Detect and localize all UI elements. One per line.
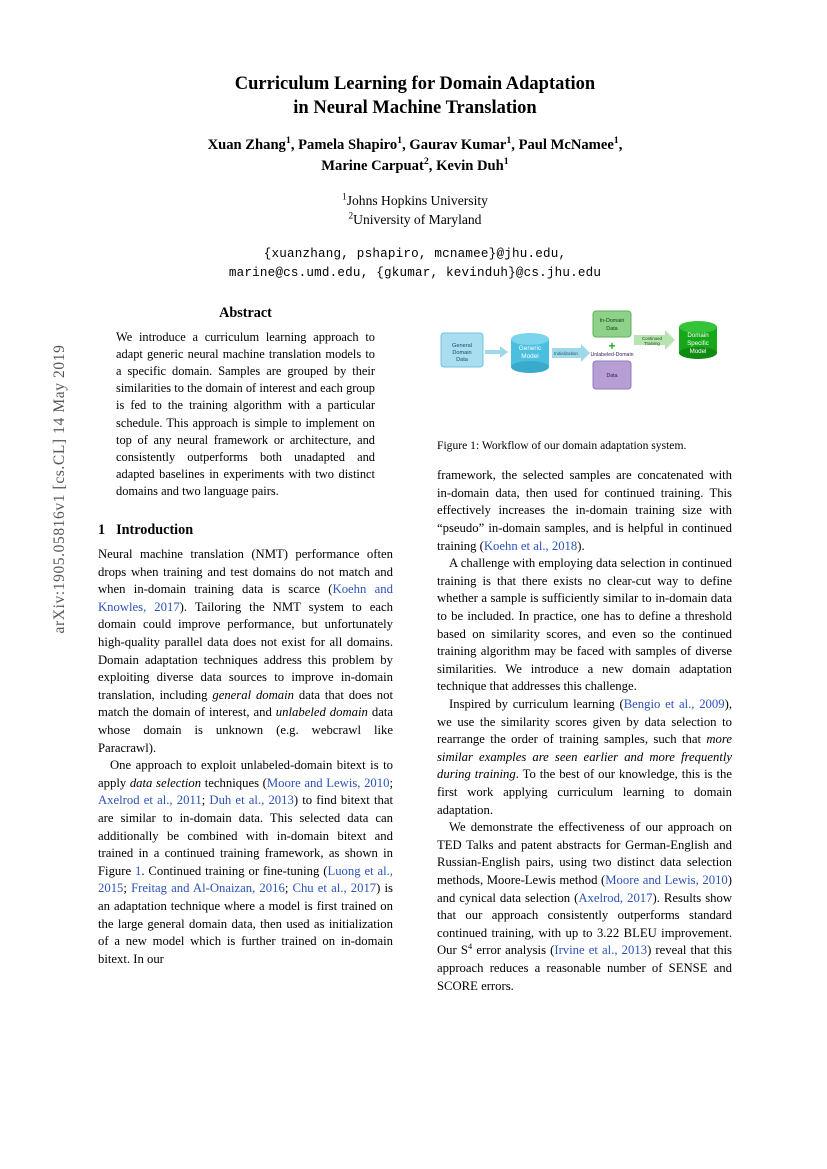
paper-header [98, 72, 732, 304]
in-domain-data-label-1: In-Domain [599, 318, 625, 324]
term-unlabeled-domain: unlabeled domain [275, 705, 368, 720]
right-p4-c: ). Results show that our approach consistently outperforms standard continued training, with up to 3.22 BLEU improvement. Our S [437, 890, 733, 958]
generic-model-node [511, 333, 549, 373]
domain-specific-model-node [679, 321, 717, 359]
section-number: 1 [98, 522, 106, 539]
right-paragraph-2: A challenge with employing data selection in continued training is that there exists no clear-cut way to define whether a sample is sufficiently similar to in-domain data to be included. In practice, one has to define a threshold based on similarity scores, and even so the continued training algorithm may be faced with samples of diverse similarities. We introduce a new domain adaptation technique that addresses this challenge. [437, 556, 732, 694]
intro-p2-e: ) to find bitext that are similar to in-domain data. This selected data can additionally be combined with in-domain bitext and trained in a continued training framework, as shown in Figure [98, 793, 394, 878]
figure-reference-1[interactable]: 1 [135, 863, 142, 878]
right-paragraph-1 [437, 467, 732, 555]
unlabeled-domain-data-label-2: Data [606, 373, 618, 379]
right-p4-b: ) and cynical data selection ( [437, 872, 732, 905]
affiliations [98, 192, 732, 229]
plus-icon: + [608, 339, 616, 353]
intro-paragraph-1 [98, 546, 393, 757]
term-general-domain: general domain [212, 687, 295, 702]
intro-p1-d: data whose domain is unknown (e.g. webcrawl like Paracrawl). [98, 705, 393, 755]
initialization-label: Initialization [553, 351, 579, 356]
intro-p1-b: ). Tailoring the NMT system to each domain could improve performance, but unfortunately high-quality parallel data does not exist for all domains. Domain adaptation techniques address this problem by exploiting diverse data sources to improve in-domain translation, including [98, 599, 394, 702]
citation-koehn-knowles[interactable]: Koehn and Knowles, 2017 [98, 582, 393, 614]
in-domain-data-label-2: Data [606, 326, 618, 332]
intro-p2-b: techniques ( [201, 775, 267, 790]
right-p1-end: ). [577, 538, 585, 553]
continued-training-label-1: Continued [641, 336, 663, 341]
citation-chu-2017[interactable]: Chu et al., 2017 [292, 881, 377, 896]
workflow-diagram [437, 305, 732, 425]
citation-moore-lewis[interactable]: Moore and Lewis, 2010 [266, 775, 390, 790]
abstract-heading: Abstract [219, 305, 272, 321]
citation-irvine-2013[interactable]: Irvine et al., 2013 [554, 943, 648, 958]
citation-koehn-2018[interactable]: Koehn et al., 2018 [483, 538, 578, 553]
citation-duh-2013[interactable]: Duh et al., 2013 [209, 793, 294, 808]
right-p4-a: We demonstrate the effectiveness of our approach on TED Talks and patent abstracts for German-English and Russian-English pairs, using two distinct data selection methods, Moore-Lewis method ( [437, 820, 732, 887]
abstract-text: We introduce a curriculum learning approach to adapt generic neural machine translation models to a specific domain. Samples are grouped by their similarities to the domain of interest and each group is fed to the training algorithm with a particular schedule. This approach is simple to implement on top of any neural framework or architecture, and consistently outperforms both unadapted and adapted baselines in experiments with two distinct domains and two language pairs. [116, 330, 375, 498]
generic-model-label-2: Model [521, 353, 539, 360]
general-domain-data-label-1: General [452, 343, 472, 349]
right-paragraph-4 [437, 819, 732, 995]
superscript-s4: 4 [467, 941, 473, 952]
continued-training-label-2: Training [644, 341, 660, 346]
intro-p2-h: ; [284, 881, 293, 896]
right-paragraph-3 [437, 696, 732, 819]
affiliation-1: $^1$Johns Hopkins University [342, 191, 488, 209]
right-p3-c: . To the best of our knowledge, this is the first work applying curriculum learning to domain adaptation. [437, 767, 732, 817]
title-line-2: in Neural Machine Translation [293, 98, 537, 119]
author-line-1: Xuan Zhang$^1$, Pamela Shapiro$^1$, Gaurav Kumar$^1$, Paul McNamee$^1$, [207, 134, 623, 153]
term-data-selection: data selection [129, 775, 202, 790]
domain-specific-model-label-2: Specific [687, 340, 709, 347]
section-title: Introduction [116, 522, 194, 539]
intro-p2-a: One approach to exploit unlabeled-domain bitext is to apply [98, 758, 393, 790]
domain-specific-model-label-1: Domain [687, 332, 709, 339]
intro-p2-c: ; [389, 775, 393, 790]
intro-p1-a: Neural machine translation (NMT) performance often drops when training and test domains do not match and when in-domain training data is scarce ( [98, 547, 393, 597]
figure-1-caption: Figure 1: Workflow of our domain adaptation system. [437, 439, 687, 452]
right-p3-b: ), we use the similarity scores given by data selection to rearrange the order of training samples, such that [437, 697, 732, 747]
right-p4-d: error analysis ( [472, 943, 555, 958]
intro-p2-g: ; [123, 881, 132, 896]
citation-luong-2015[interactable]: Luong et al., 2015 [98, 863, 393, 896]
general-domain-data-label-2: Domain [452, 350, 472, 356]
general-domain-data-label-3: Data [456, 357, 468, 363]
unlabeled-domain-data-label-1: Unlabeled-Domain [590, 352, 634, 358]
right-p1-a: framework, the selected samples are concatenated with in-domain data, then used for continued training. This effectively increases the in-domain training size with “pseudo” in-domain samples, and is helpful in continued training ( [437, 468, 732, 553]
body-columns [98, 305, 732, 1105]
affiliation-2: $^2$University of Maryland [348, 210, 482, 227]
right-p3-a: Inspired by curriculum learning ( [449, 697, 624, 712]
email-line-2: marine@cs.umd.edu, {gkumar, kevinduh}@cs.jhu.edu [228, 266, 602, 281]
title-line-1: Curriculum Learning for Domain Adaptation [234, 74, 596, 94]
intro-p1-c: data that does not match the domain of interest, and [98, 687, 393, 720]
right-column [437, 305, 732, 995]
figure-1-workflow [437, 305, 732, 430]
page-title [98, 72, 732, 121]
author-list [98, 135, 732, 176]
email-line-1: {xuanzhang, pshapiro, mcnamee}@jhu.edu, [263, 246, 567, 261]
arrow-general-to-generic [485, 346, 508, 358]
section-heading-introduction [98, 522, 393, 539]
email-block [98, 245, 732, 284]
domain-specific-model-label-3: Model [689, 348, 707, 355]
generic-model-label-1: Generic [518, 345, 542, 352]
intro-p2-i: ) is an adaptation technique where a model is first trained on the large general domain data, then used as initialization of a new model which is further trained on in-domain bitext. In our [98, 881, 393, 966]
author-line-2: Marine Carpuat$^2$, Kevin Duh$^1$ [321, 155, 509, 174]
intro-p2-d: ; [201, 793, 210, 808]
citation-bengio-2009[interactable]: Bengio et al., 2009 [623, 697, 725, 712]
citation-axelrod-2017[interactable]: Axelrod, 2017 [578, 890, 653, 905]
citation-moore-lewis-2010b[interactable]: Moore and Lewis, 2010 [605, 872, 728, 887]
citation-axelrod-2011[interactable]: Axelrod et al., 2011 [98, 793, 202, 808]
left-column [98, 305, 393, 968]
intro-paragraph-2 [98, 757, 393, 968]
right-p4-e: ) reveal that this approach reduces a reasonable number of SENSE and SCORE errors. [437, 943, 732, 993]
arxiv-stamp: arXiv:1905.05816v1 [cs.CL] 14 May 2019 [51, 344, 68, 634]
intro-p2-f: . Continued training or fine-tuning ( [141, 863, 328, 878]
emphasis-curriculum: more similar examples are seen earlier and more frequently during training [437, 732, 732, 782]
citation-freitag-alonaizan[interactable]: Freitag and Al-Onaizan, 2016 [131, 881, 285, 896]
in-domain-data-node [593, 311, 631, 337]
